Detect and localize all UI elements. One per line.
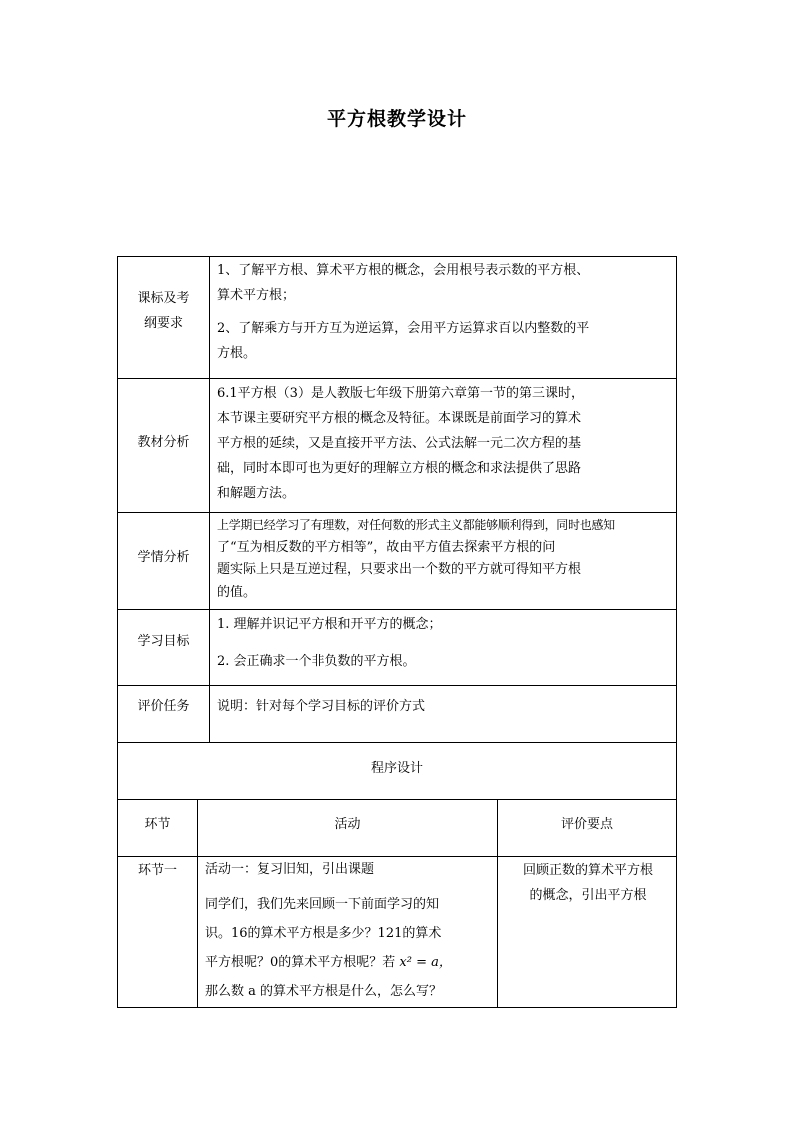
table-border-bottom	[117, 1007, 677, 1008]
text-line: 平方根的延续，又是直接开平方法、公式法解一元二次方程的基	[217, 436, 582, 451]
row-divider	[117, 856, 677, 857]
label-line: 课标及考	[137, 291, 190, 306]
objectives-content	[217, 612, 673, 674]
row-divider	[117, 799, 677, 800]
text-line: 1、了解平方根、算术平方根的概念，会用根号表示数的平方根、	[217, 263, 590, 278]
text-line: 6.1平方根（3）是人教版七年级下册第六章第一节的第三课时，	[217, 386, 584, 401]
activity-title: 活动一：复习旧知，引出课题	[205, 862, 375, 877]
evaluation-content: 说明：针对每个学习目标的评价方式	[217, 699, 426, 714]
text-line: 了“互为相反数的平方相等”，故由平方值去探索平方根的问	[217, 539, 556, 555]
evaluation-points-content	[500, 858, 676, 908]
text-line: 和解题方法。	[217, 486, 296, 501]
curriculum-content	[217, 258, 673, 366]
row-divider	[117, 742, 677, 743]
text-line: 识。16的算术平方根是多少？121的算术	[205, 926, 442, 941]
math-formula: x² = a，	[399, 955, 452, 970]
text-line	[205, 948, 495, 977]
objective-item: 2. 会正确求一个非负数的平方根。	[217, 654, 416, 669]
row-divider	[117, 685, 677, 686]
activity-content	[205, 858, 495, 1006]
text-line: 础，同时本即可也为更好的理解立方根的概念和求法提供了思路	[217, 461, 582, 476]
row-divider	[117, 512, 677, 513]
stage-label: 环节一	[137, 863, 177, 878]
column-header-activity: 活动	[334, 817, 361, 832]
page-title: 平方根教学设计	[326, 108, 467, 130]
text-line: 那么数 a 的算术平方根是什么，怎么写？	[205, 984, 443, 999]
column-divider	[209, 256, 210, 743]
row-label-curriculum	[118, 286, 209, 336]
text-fragment: 平方根呢？0的算术平方根呢？若	[205, 955, 396, 970]
procedure-header: 程序设计	[370, 761, 423, 776]
text-line: 方根。	[217, 346, 257, 361]
objective-item: 1. 理解并识记平方根和开平方的概念；	[217, 617, 442, 632]
row-divider	[117, 609, 677, 610]
text-line: 的值。	[217, 584, 257, 600]
row-label-evaluation: 评价任务	[137, 699, 190, 714]
table-border-top	[117, 256, 677, 257]
text-line: 算术平方根；	[217, 288, 296, 303]
label-line: 纲要求	[143, 316, 183, 331]
textbook-content	[217, 381, 673, 506]
students-content	[217, 514, 673, 604]
text-line: 上学期已经学习了有理数，对任何数的形式主义都能够顺利得到，同时也感知	[217, 518, 615, 532]
text-line: 2、了解乘方与开方互为逆运算，会用平方运算求百以内整数的平	[217, 321, 590, 336]
text-line: 回顾正数的算术平方根	[522, 863, 653, 878]
column-header-points: 评价要点	[560, 817, 613, 832]
row-label-textbook: 教材分析	[137, 435, 190, 450]
row-label-objectives: 学习目标	[137, 634, 190, 649]
text-line: 的概念，引出平方根	[529, 888, 647, 903]
text-line: 题实际上只是互逆过程，只要求出一个数的平方就可得知平方根	[217, 562, 582, 577]
table-border-right	[676, 256, 677, 1008]
column-header-stage: 环节	[144, 817, 171, 832]
text-line: 同学们，我们先来回顾一下前面学习的知	[205, 897, 440, 912]
row-label-students: 学情分析	[137, 550, 190, 565]
row-divider	[117, 378, 677, 379]
text-line: 本节课主要研究平方根的概念及特征。本课既是前面学习的算术	[217, 411, 582, 426]
